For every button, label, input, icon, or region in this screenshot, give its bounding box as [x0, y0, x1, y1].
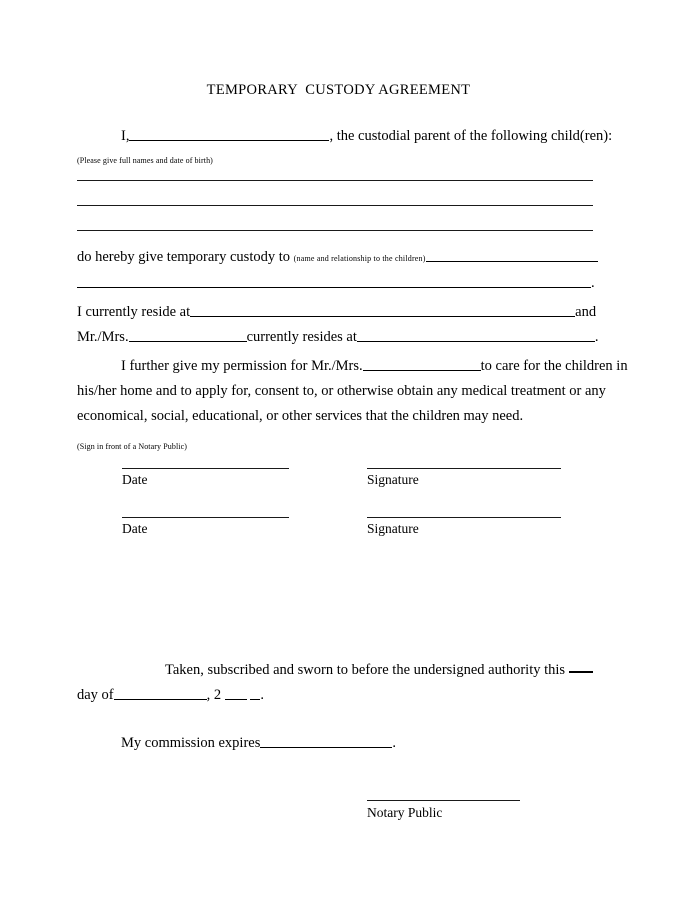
commission-line: [77, 731, 600, 756]
child-name-rule-3[interactable]: [77, 230, 593, 231]
permission-line-3: economical, social, educational, or other services that the children may need.: [77, 408, 524, 424]
sworn-spacer: [77, 566, 600, 658]
sworn-day-blank[interactable]: [569, 660, 593, 673]
document-body: [77, 0, 628, 846]
notary-instruction-hint: (Sign in front of a Notary Public): [77, 442, 188, 451]
custodian-name-blank-2[interactable]: [77, 274, 591, 288]
signature-row-2: [77, 517, 600, 566]
residence-tail-2: .: [594, 329, 599, 345]
date-cell-2: [122, 517, 289, 538]
sworn-month-blank[interactable]: [114, 686, 207, 700]
residence-mid-2: currently resides at: [246, 329, 357, 345]
children-names-rules: [77, 180, 600, 231]
commission-expiry-blank[interactable]: [260, 734, 392, 748]
opening-declaration: [77, 124, 613, 149]
date-label-2: Date: [122, 521, 148, 536]
notary-signature-cell: [367, 800, 520, 823]
permission-lead: I further give my permission for Mr./Mrs.: [121, 358, 363, 374]
notary-signature-block: [77, 800, 600, 846]
custodian-name-blank[interactable]: [426, 248, 598, 262]
permission-after-blank: to care for the children in: [480, 358, 628, 374]
commission-period: .: [392, 735, 396, 751]
commission-spacer: [77, 708, 600, 716]
permission-name-blank[interactable]: [363, 358, 481, 371]
opening-pronoun: I,: [121, 128, 130, 144]
custody-grant-hint: (name and relationship to the children): [293, 254, 426, 263]
sworn-line-1: [77, 658, 600, 683]
page-title: TEMPORARY CUSTODY AGREEMENT: [206, 82, 471, 98]
notary-public-label: Notary Public: [367, 805, 443, 820]
other-party-name-blank[interactable]: [129, 329, 247, 342]
residence-lead-1: I currently reside at: [77, 304, 191, 320]
permission-line-2: his/her home and to apply for, consent to, or otherwise obtain any medical treatment or any: [77, 383, 606, 399]
opening-trailing-text: , the custodial parent of the following child(ren):: [329, 128, 613, 144]
custody-grant-lead: do hereby give temporary custody to: [77, 249, 291, 265]
signature-cell-1: [367, 468, 561, 489]
sworn-year-blank-1[interactable]: [225, 686, 247, 700]
custody-grant-period: .: [591, 275, 595, 291]
commission-lead: My commission expires: [121, 735, 261, 751]
signature-cell-2: [367, 517, 561, 538]
sworn-year-mid: , 2: [206, 687, 222, 703]
residence-tail-1: and: [575, 304, 597, 320]
signature-block: [77, 468, 600, 566]
sworn-year-blank-2[interactable]: [250, 686, 260, 700]
custody-grant-line: [77, 245, 600, 271]
date-label-1: Date: [122, 472, 148, 487]
sworn-period: .: [260, 687, 265, 703]
children-names-hint: (Please give full names and date of birth): [77, 156, 213, 165]
permission-line-1: [77, 354, 628, 379]
sworn-text: Taken, subscribed and sworn to before the undersigned authority this: [165, 662, 566, 678]
sworn-line-2: [77, 683, 600, 708]
residence-lead-2: Mr./Mrs.: [77, 329, 129, 345]
signature-label-1: Signature: [367, 472, 419, 487]
date-cell-1: [122, 468, 289, 489]
custody-grant-continuation: [77, 271, 600, 296]
sworn-day-lead: day of: [77, 687, 114, 703]
child-name-rule-1[interactable]: [77, 180, 593, 181]
child-name-rule-2[interactable]: [77, 205, 593, 206]
residence-line-2: [77, 325, 600, 350]
other-party-address-blank[interactable]: [357, 329, 595, 342]
residence-address-blank[interactable]: [190, 304, 575, 317]
signature-row-1: [77, 468, 600, 517]
signature-label-2: Signature: [367, 521, 419, 536]
parent-name-blank[interactable]: [129, 127, 329, 141]
residence-line-1: [77, 300, 600, 325]
